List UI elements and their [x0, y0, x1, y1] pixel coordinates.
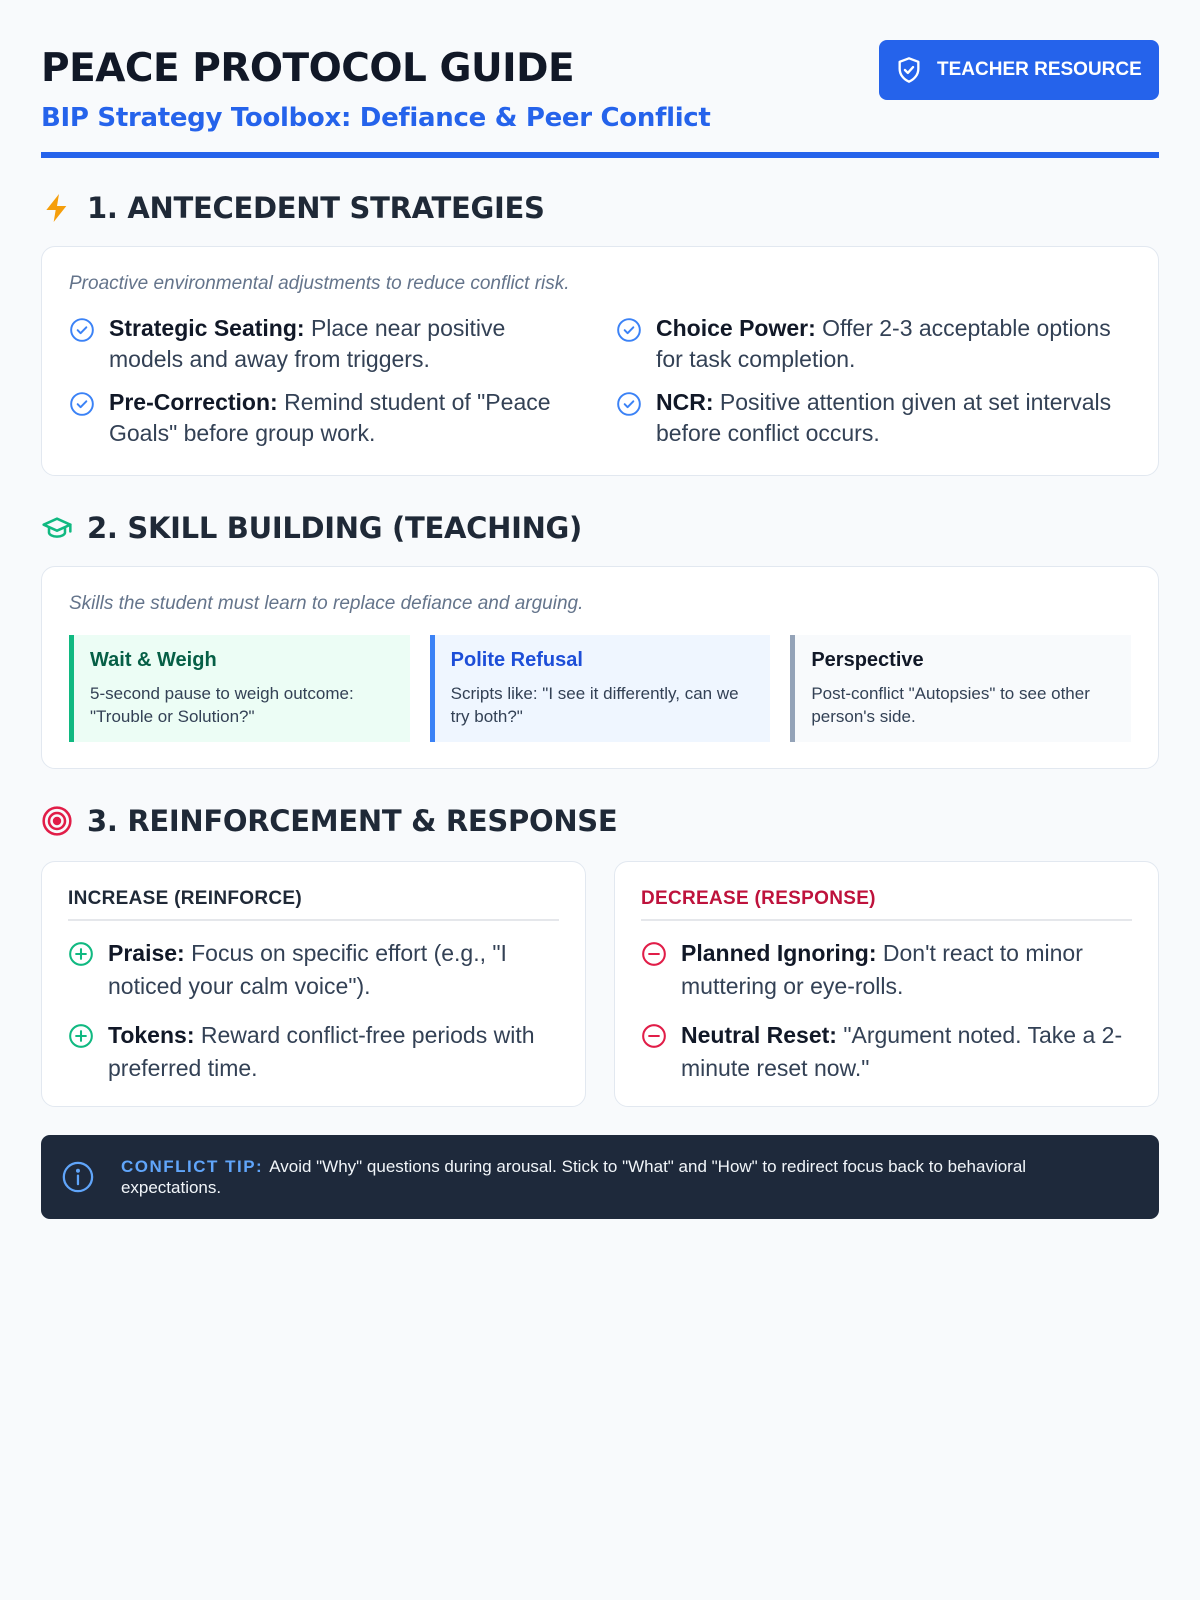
section-title: 2. SKILL BUILDING (TEACHING) — [87, 511, 583, 545]
panel-title: INCREASE (REINFORCE) — [68, 888, 559, 921]
skill-card-perspective — [790, 635, 1131, 742]
item-text: Remind student of "Peace Goals" before group work. — [109, 389, 551, 446]
teacher-resource-badge — [879, 40, 1159, 100]
antecedent-list — [69, 313, 1131, 449]
item-text: Reward conflict-free periods with preferred time. — [108, 1022, 535, 1081]
page-title: PEACE PROTOCOL GUIDE — [41, 46, 575, 91]
list-item — [641, 1019, 1132, 1085]
list-item — [68, 937, 559, 1003]
item-text: Don't react to minor muttering or eye-rolls. — [681, 940, 1083, 999]
item-term: NCR: — [656, 389, 714, 415]
item-text: Offer 2-3 acceptable options for task completion. — [656, 315, 1111, 372]
section-intro: Proactive environmental adjustments to reduce conflict risk. — [69, 273, 570, 294]
tip-label: CONFLICT TIP: — [120, 1157, 264, 1176]
skill-title: Wait & Weigh — [90, 649, 217, 671]
item-term: Planned Ignoring: — [681, 940, 877, 966]
shield-check-icon — [895, 55, 923, 85]
tip-text — [121, 1156, 1129, 1198]
list-item — [616, 387, 1131, 449]
item-term: Choice Power: — [656, 315, 816, 341]
badge-label: TEACHER RESOURCE — [937, 59, 1142, 80]
page-header — [41, 40, 1159, 158]
item-term: Neutral Reset: — [681, 1022, 837, 1048]
plus-circle-icon — [68, 941, 94, 967]
section-title: 3. REINFORCEMENT & RESPONSE — [87, 804, 618, 838]
skills-card — [41, 566, 1159, 769]
item-text: Focus on specific effort (e.g., "I noticed your calm voice"). — [108, 940, 507, 999]
section-antecedent-heading — [41, 188, 1159, 228]
panel-title: DECREASE (RESPONSE) — [641, 888, 1132, 921]
lightning-bolt-icon — [41, 192, 73, 224]
list-item — [616, 313, 1131, 375]
section-intro: Skills the student must learn to replace defiance and arguing. — [69, 593, 584, 614]
list-item — [69, 313, 584, 375]
conflict-tip-banner — [41, 1135, 1159, 1219]
target-icon — [41, 805, 73, 837]
graduation-cap-icon — [41, 512, 73, 544]
minus-circle-icon — [641, 941, 667, 967]
list-item — [641, 937, 1132, 1003]
plus-circle-icon — [68, 1023, 94, 1049]
section-reinforcement-heading — [41, 801, 1159, 841]
skill-text: Scripts like: "I see it differently, can we try both?" — [450, 684, 739, 726]
increase-panel — [41, 861, 586, 1107]
list-item — [69, 387, 584, 449]
item-text: Place near positive models and away from triggers. — [109, 315, 506, 372]
item-term: Praise: — [108, 940, 185, 966]
section-title: 1. ANTECEDENT STRATEGIES — [87, 191, 545, 225]
page-subtitle: BIP Strategy Toolbox: Defiance & Peer Conflict — [41, 103, 711, 133]
skill-text: Post-conflict "Autopsies" to see other person's side. — [811, 684, 1090, 726]
item-term: Strategic Seating: — [109, 315, 305, 341]
skill-title: Polite Refusal — [450, 649, 583, 671]
check-circle-icon — [69, 391, 95, 417]
item-text: "Argument noted. Take a 2-minute reset now." — [681, 1022, 1123, 1081]
check-circle-icon — [616, 391, 642, 417]
skill-card-wait-weigh — [69, 635, 410, 742]
minus-circle-icon — [641, 1023, 667, 1049]
tip-body: Avoid "Why" questions during arousal. Stick to "What" and "How" to redirect focus back to behavioral expectations. — [120, 1157, 1027, 1197]
item-text: Positive attention given at set intervals before conflict occurs. — [656, 389, 1112, 446]
antecedent-card — [41, 246, 1159, 476]
reinforcement-panels — [41, 861, 1159, 1107]
section-skills-heading — [41, 508, 1159, 548]
item-term: Pre-Correction: — [109, 389, 278, 415]
info-icon — [61, 1160, 95, 1194]
skill-card-polite-refusal — [430, 635, 771, 742]
check-circle-icon — [69, 317, 95, 343]
decrease-panel — [614, 861, 1159, 1107]
skill-title: Perspective — [811, 649, 924, 671]
check-circle-icon — [616, 317, 642, 343]
item-term: Tokens: — [108, 1022, 195, 1048]
skills-list — [69, 635, 1131, 742]
list-item — [68, 1019, 559, 1085]
skill-text: 5-second pause to weigh outcome: "Trouble or Solution?" — [90, 684, 354, 726]
